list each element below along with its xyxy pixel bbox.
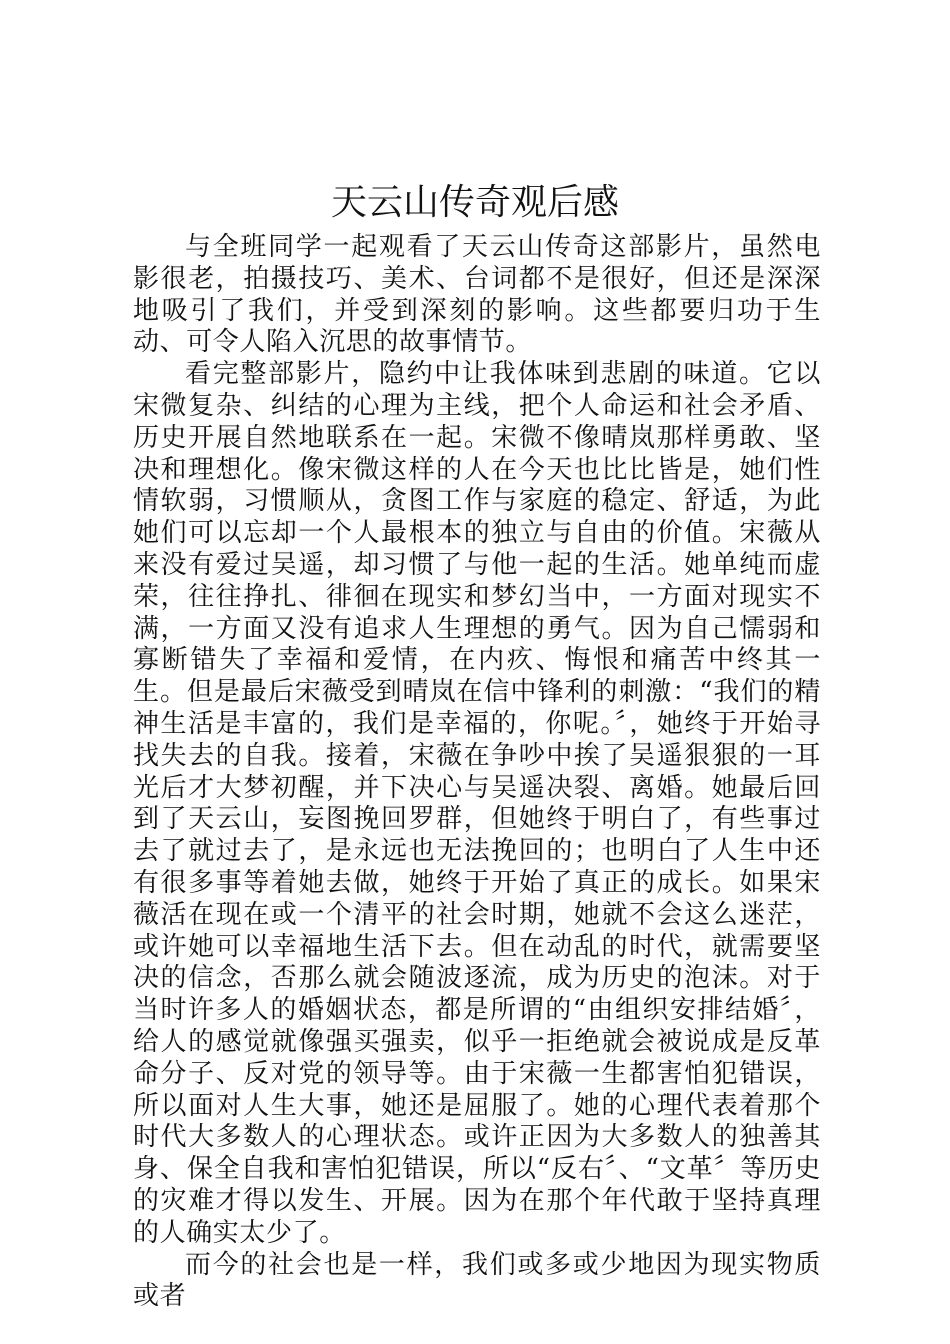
paragraph-3: 而今的社会也是一样，我们或多或少地因为现实物质或者 [133, 1249, 821, 1312]
paragraph-2: 看完整部影片，隐约中让我体味到悲剧的味道。它以宋微复杂、纠结的心理为主线，把个人命运和社会矛盾、历史开展自然地联系在一起。宋微不像晴岚那样勇敢、坚决和理想化。像宋微这样的人在今天也比比皆是，她们性情软弱，习惯顺从，贪图工作与家庭的稳定、舒适，为此她们可以忘却一个人最根本的独立与自由的价值。宋薇从来没有爱过吴遥，却习惯了与他一起的生活。她单纯而虚荣，往往挣扎、徘徊在现实和梦幻当中，一方面对现实不满，一方面又没有追求人生理想的勇气。因为自己懦弱和寡断错失了幸福和爱情，在内疚、悔恨和痛苦中终其一生。但是最后宋薇受到晴岚在信中锋利的刺激：“我们的精神生活是丰富的，我们是幸福的，你呢。〞，她终于开始寻找失去的自我。接着，宋薇在争吵中挨了吴遥狠狠的一耳光后才大梦初醒，并下决心与吴遥决裂、离婚。她最后回到了天云山，妄图挽回罗群，但她终于明白了，有些事过去了就过去了，是永远也无法挽回的；也明白了人生中还有很多事等着她去做，她终于开始了真正的成长。如果宋薇活在现在或一个清平的社会时期，她就不会这么迷茫，或许她可以幸福地生活下去。但在动乱的时代，就需要坚决的信念，否那么就会随波逐流，成为历史的泡沫。对于当时许多人的婚姻状态，都是所谓的“由组织安排结婚〞，给人的感觉就像强买强卖，似乎一拒绝就会被说成是反革命分子、反对党的领导等。由于宋薇一生都害怕犯错误，所以面对人生大事，她还是屈服了。她的心理代表着那个时代大多数人的心理状态。或许正因为大多数人的独善其身、保全自我和害怕犯错误，所以“反右〞、“文革〞等历史的灾难才得以发生、开展。因为在那个年代敢于坚持真理的人确实太少了。 [133, 359, 821, 1248]
document-title: 天云山传奇观后感 [330, 182, 619, 223]
paragraph-1: 与全班同学一起观看了天云山传奇这部影片，虽然电影很老，拍摄技巧、美术、台词都不是很好，但还是深深地吸引了我们，并受到深刻的影响。这些都要归功于生动、可令人陷入沉思的故事情节。 [133, 232, 821, 358]
document-body [133, 232, 821, 1313]
